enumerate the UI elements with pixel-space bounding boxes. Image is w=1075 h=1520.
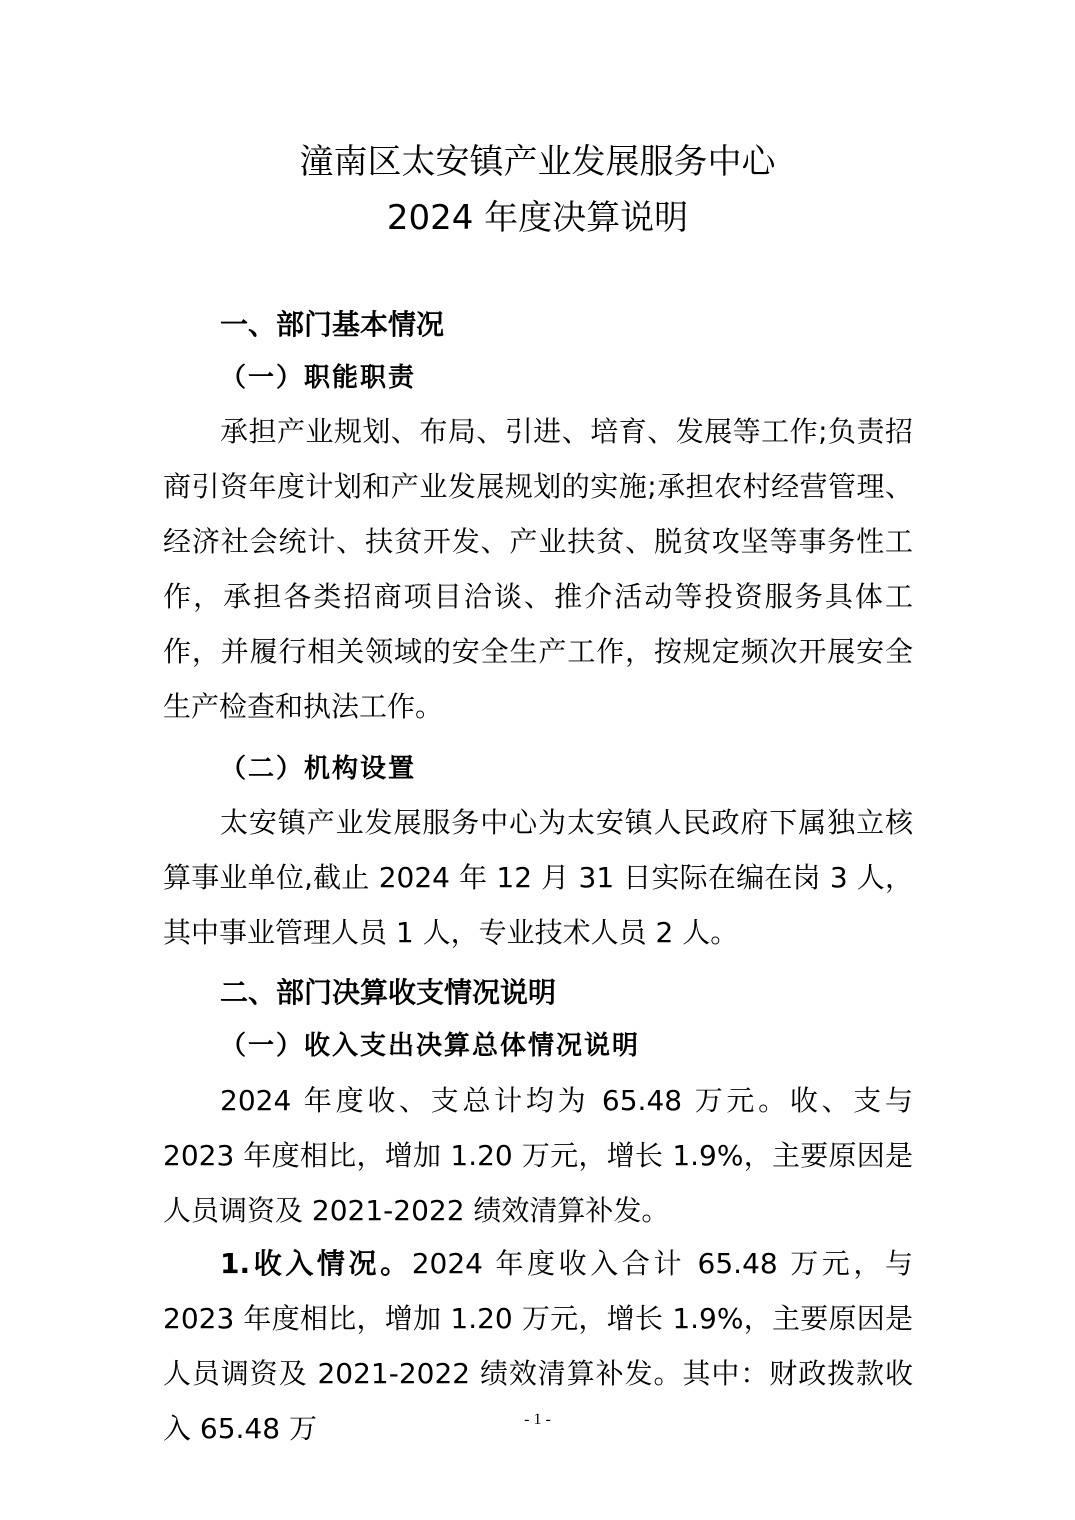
- income-body: 2024 年度收入合计 65.48 万元，与 2023 年度相比，增加 1.20 万元，增长 1.9%，主要原因是人员调资及 2021-2022 绩效清算补发。其中：财政拨款收入 65.48 万: [163, 1247, 913, 1445]
- section1-heading: 一、部门基本情况: [220, 308, 445, 341]
- section2-sub1-heading: （一）收入支出决算总体情况说明: [220, 1031, 641, 1061]
- document-title-line1: 潼南区太安镇产业发展服务中心: [299, 142, 776, 182]
- document-title-line2: 2024 年度决算说明: [386, 198, 689, 238]
- section1-sub1-body: 承担产业规划、布局、引进、培育、发展等工作;负责招商引资年度计划和产业发展规划的实施;承担农村经营管理、经济社会统计、扶贫开发、产业扶贫、脱贫攻坚等事务性工作，承担各类招商项目洽谈、推介活动等投资服务具体工作，并履行相关领域的安全生产工作，按规定频次开展安全生产检查和执法工作。: [163, 415, 913, 723]
- section1-sub2-body: 太安镇产业发展服务中心为太安镇人民政府下属独立核算事业单位,截止 2024 年 12 月 31 日实际在编在岗 3 人，其中事业管理人员 1 人，专业技术人员 2 人。: [163, 806, 913, 949]
- section2-heading: 二、部门决算收支情况说明: [220, 976, 557, 1009]
- section1-sub1-heading: （一）职能职责: [220, 363, 417, 393]
- income-label: 1.收入情况。: [220, 1247, 412, 1280]
- section2-sub1-body: 2024 年度收、支总计均为 65.48 万元。收、支与 2023 年度相比，增加 1.20 万元，增长 1.9%，主要原因是人员调资及 2021-2022 绩效清算补发。: [163, 1084, 913, 1227]
- section1-sub2-heading: （二）机构设置: [220, 754, 417, 784]
- page-number: - 1 -: [524, 1411, 551, 1428]
